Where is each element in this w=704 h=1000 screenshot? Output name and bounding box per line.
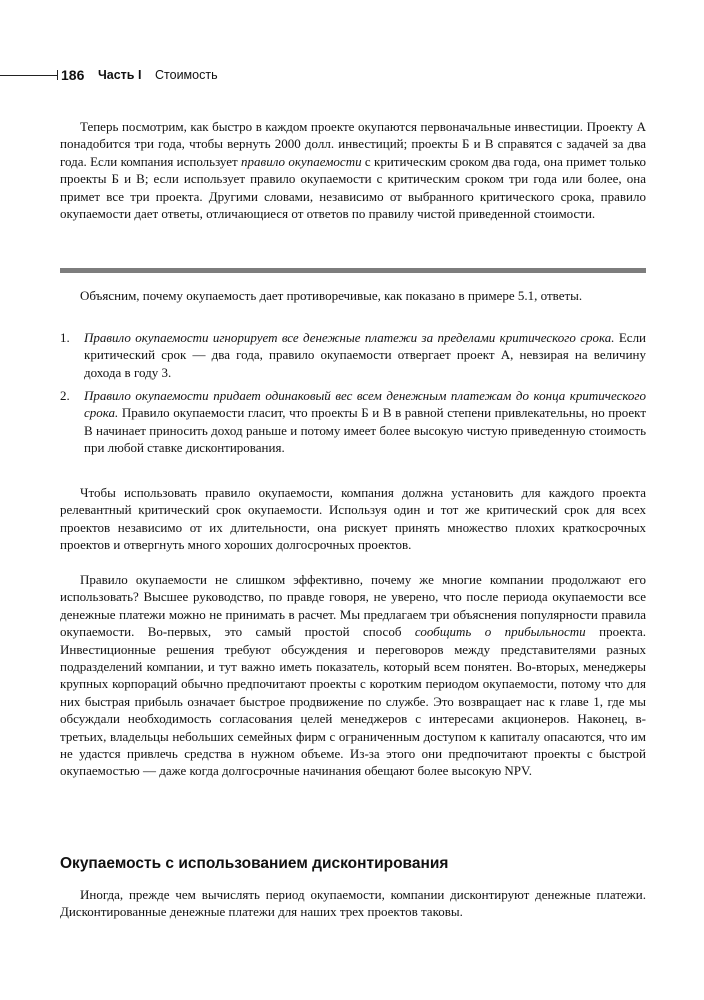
paragraph-explanation: Объясним, почему окупаемость дает противоречивые, как показано в примере 5.1, ответы. <box>80 288 583 303</box>
list-italic-statement: Правило окупаемости придает одинаковый вес всем денежным платежам до конца критического срока. <box>84 388 646 421</box>
paragraph-payback-intro: Теперь посмотрим, как быстро в каждом проекте окупаются первоначальные инвестиции. Проекту А понадобится три года, чтобы вернуть 2000 долл. инвестиций; проекты Б и В справятся с задачей за два года. Если компания использует правило окупаемости с критическим сроком два года, она примет только проекты Б и В; если использует правило окупаемости с критическим сроком три года или более, она примет все три проекта. Другими словами, независимо от выбранного критического срока, правило окупаемости дает ответы, отличающиеся от ответов по правилу чистой приведенной стоимости. <box>60 119 646 222</box>
paragraph-popularity: Правило окупаемости не слишком эффективно, почему же многие компании продолжают его использовать? Высшее руководство, по правде говоря, не уверено, что после периода окупаемости все денежные платежи можно не принимать в расчет. Мы предлагаем три объяснения популярности правила окупаемости. Во-первых, это самый простой способ сообщить о прибыльности проекта. Инвестиционные решения требуют обсуждения и переговоров между представителями разных подразделений компании, и тут важно иметь показатель, который всем понятен. Во-вторых, менеджеры крупных корпораций обычно предпочитают проекты с коротким периодом окупаемости, потому что для них быстрая прибыль означает быстрое продвижение по службе. Это возвращает нас к главе 1, где мы обсуждали необходимость согласования целей менеджеров с интересами акционеров. Наконец, в-третьих, владельцы небольших семейных фирм с ограниченным доступом к капиталу опасаются, что им не удастся привлечь средства в нужном объеме. Из-за этого они предпочитают проекты с быстрой окупаемостью — даже когда долгосрочные начинания обещают более высокую NPV. <box>60 572 646 779</box>
list-number: 1. <box>60 330 70 345</box>
list-item: 1. Правило окупаемости игнорирует все денежные платежи за пределами критического срока. Если критический срок — два года, правило окупаемости отвергает проект А, невзирая на величину дохода в году 3. <box>60 330 647 380</box>
section-heading: Окупаемость с использованием дисконтирования <box>60 855 449 872</box>
section-divider-bar <box>60 268 646 273</box>
header-rule <box>0 75 58 76</box>
paragraph-cutoff: Чтобы использовать правило окупаемости, компания должна установить для каждого проекта релевантный критический срок окупаемости. Используя один и тот же критический срок для всех проектов независимо от их длительности, она рискует принять множество плохих краткосрочных проектов и отвергнуть много хороших долгосрочных проектов. <box>60 485 646 553</box>
running-header <box>0 66 400 84</box>
term-communicate-profitability: сообщить о прибыльности <box>414 624 586 640</box>
list-italic-statement: Правило окупаемости игнорирует все денежные платежи за пределами критического срока. <box>84 330 615 345</box>
part-label: Часть I <box>98 68 142 82</box>
list-number: 2. <box>60 388 70 403</box>
term-payback-rule: правило окупаемости <box>241 153 362 169</box>
paragraph-discounted: Иногда, прежде чем вычислять период окупаемости, компании дисконтируют денежные платежи. Дисконтированные денежные платежи для наших трех проектов таковы. <box>60 887 646 920</box>
page-number: 186 <box>61 67 85 83</box>
header-tick <box>57 70 58 80</box>
section-label: Стоимость <box>155 68 218 82</box>
list-item: 2. Правило окупаемости придает одинаковый вес всем денежным платежам до конца критического срока. Правило окупаемости гласит, что проекты Б и В в равной степени привлекательны, но проект В начинает приносить доход раньше и потому имеет более высокую чистую приведенную стоимость при любой ставке дисконтирования. <box>60 388 646 456</box>
